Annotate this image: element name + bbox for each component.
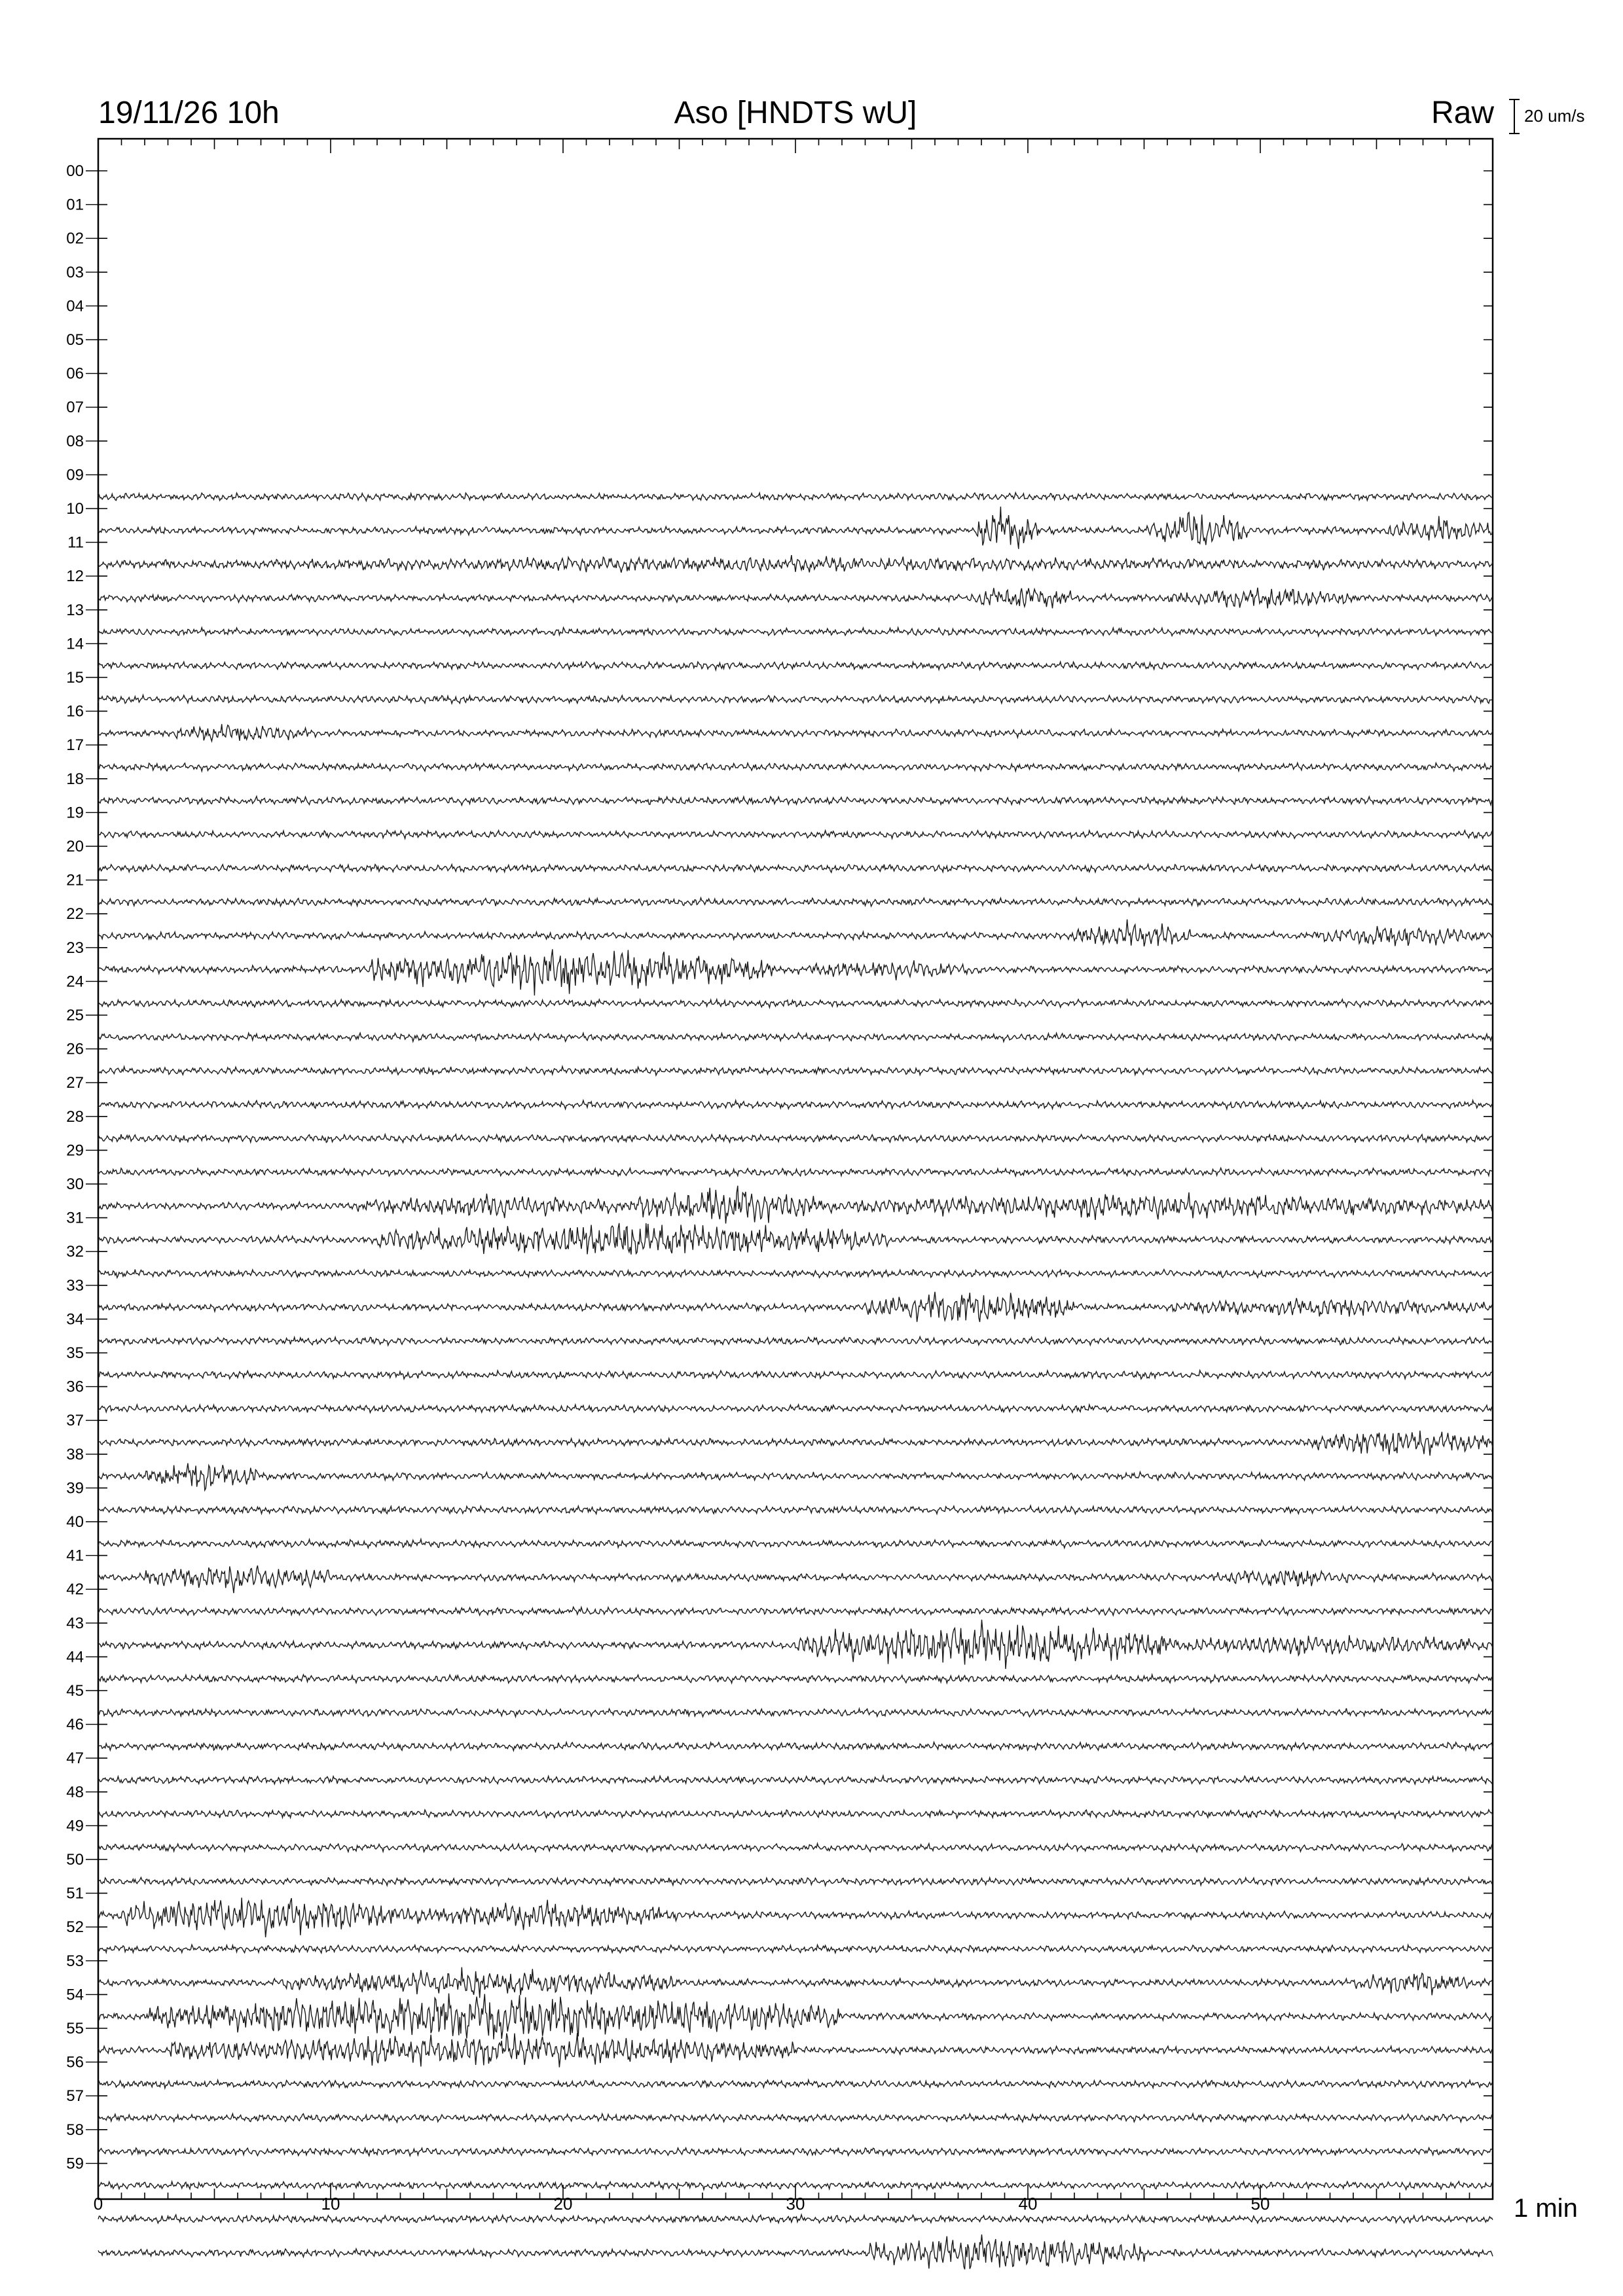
row-label: 09 [66,466,84,484]
row-label: 00 [66,162,84,180]
row-label: 27 [66,1074,84,1092]
row-label: 56 [66,2053,84,2072]
row-label: 16 [66,702,84,721]
trace-line [98,1844,1493,1852]
row-label: 02 [66,230,84,248]
row-label: 52 [66,1918,84,1937]
trace-line [98,724,1493,741]
row-label: 33 [66,1276,84,1295]
row-label: 03 [66,263,84,281]
trace-line [98,2114,1493,2123]
trace-line [98,1877,1493,1886]
row-label: 31 [66,1209,84,1227]
date-hour-label: 19/11/26 10h [98,96,280,130]
row-label: 30 [66,1175,84,1193]
row-label: 18 [66,770,84,788]
row-label: 01 [66,196,84,214]
row-label: 23 [66,939,84,957]
trace-line [98,2215,1493,2223]
row-label: 55 [66,2020,84,2037]
trace-line [98,628,1493,636]
row-label: 14 [66,635,84,653]
row-label: 50 [66,1851,84,1869]
x-tick-label: 30 [786,2194,805,2214]
row-label: 58 [66,2121,84,2139]
trace-line [98,1967,1493,1998]
row-label: 22 [66,905,84,924]
trace-line [98,493,1493,501]
row-label: 12 [66,567,84,586]
row-label: 08 [66,432,84,450]
row-label: 49 [66,1817,84,1835]
row-label: 29 [66,1141,84,1160]
row-label: 59 [66,2155,84,2173]
trace-line [98,2033,1493,2068]
plot-frame [98,139,1493,2199]
trace-line [98,588,1493,609]
row-label: 40 [66,1513,84,1531]
trace-line [98,1134,1493,1143]
trace-line [98,1607,1493,1615]
row-label: 17 [66,736,84,755]
trace-line [98,1463,1493,1490]
trace-line [98,555,1493,573]
axis-ticks [98,139,1493,2199]
trace-line [98,1708,1493,1717]
row-label: 46 [66,1715,84,1734]
trace-line [98,2080,1493,2089]
row-label: 48 [66,1783,84,1801]
trace-line [98,507,1493,549]
trace-line [98,1566,1493,1593]
trace-line [98,949,1493,996]
row-label: 10 [66,500,84,518]
row-label: 47 [66,1749,84,1768]
trace-line [98,797,1493,806]
row-label: 19 [66,804,84,822]
trace-line [98,920,1493,946]
trace-line [98,1506,1493,1515]
row-label: 21 [66,871,84,889]
trace-line [98,1336,1493,1345]
mode-label: Raw [1431,96,1494,130]
row-label: 37 [66,1412,84,1430]
trace-line [98,1897,1493,1937]
trace-line [98,1066,1493,1075]
row-label: 11 [67,533,84,552]
x-tick-labels [94,2194,1270,2214]
row-label: 57 [66,2087,84,2106]
row-label: 24 [66,973,84,991]
row-label: 35 [66,1344,84,1362]
trace-line [98,1168,1493,1177]
trace-line [98,999,1493,1008]
trace-line [98,1945,1493,1953]
trace-line [98,1810,1493,1818]
trace-line [98,1371,1493,1379]
scale-bar [1509,99,1520,134]
row-label: 13 [66,601,84,619]
row-label: 53 [66,1952,84,1970]
trace-line [98,1100,1493,1109]
row-label: 51 [66,1884,84,1903]
row-label: 15 [66,669,84,687]
row-label: 34 [66,1310,84,1329]
trace-line [98,898,1493,906]
row-label: 04 [66,297,84,315]
row-label: 36 [66,1378,84,1396]
row-labels [66,162,98,2172]
trace-line [98,1270,1493,1278]
trace-line [98,1620,1493,1669]
trace-line [98,662,1493,670]
trace-line [98,865,1493,873]
row-label: 06 [66,365,84,383]
x-tick-label: 20 [553,2194,573,2214]
row-label: 42 [66,1581,84,1599]
time-unit-label: 1 min [1514,2194,1578,2223]
trace-line [98,1776,1493,1784]
row-label: 41 [66,1547,84,1565]
scale-label: 20 um/s [1524,106,1585,126]
trace-line [98,1539,1493,1548]
row-label: 38 [66,1445,84,1463]
x-tick-label: 50 [1250,2194,1270,2214]
x-tick-label: 40 [1018,2194,1038,2214]
trace-line [98,1994,1493,2039]
trace-line [98,2147,1493,2156]
trace-line [98,2234,1493,2269]
row-label: 28 [66,1107,84,1126]
trace-line [98,1742,1493,1751]
trace-line [98,1675,1493,1683]
row-label: 25 [66,1007,84,1024]
tick-marks [98,139,1493,2199]
trace-line [98,1431,1493,1456]
row-label: 26 [66,1040,84,1058]
station-title: Aso [HNDTS wU] [674,96,917,130]
row-label: 05 [66,331,84,349]
trace-line [98,695,1493,704]
x-tick-label: 10 [321,2194,340,2214]
trace-line [98,1405,1493,1413]
row-label: 44 [66,1648,84,1666]
row-label: 07 [66,399,84,417]
trace-line [98,1033,1493,1041]
trace-line [98,1223,1493,1255]
trace-line [98,763,1493,772]
row-label: 45 [66,1682,84,1700]
row-label: 43 [66,1614,84,1632]
row-label: 54 [66,1986,84,2004]
trace-line [98,1292,1493,1322]
seismic-traces [98,493,1493,2270]
row-label: 32 [66,1243,84,1261]
trace-line [98,831,1493,839]
x-tick-label: 0 [93,2194,103,2214]
trace-line [98,1186,1493,1224]
row-label: 39 [66,1479,84,1498]
row-label: 20 [66,838,84,855]
